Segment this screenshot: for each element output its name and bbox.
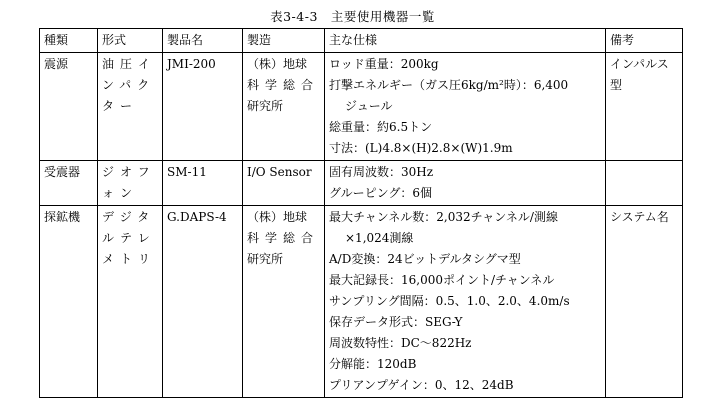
header-notes: 備考 — [606, 29, 683, 53]
maker-line: （株）地球 — [247, 210, 308, 224]
cell-maker — [243, 161, 325, 206]
form-line: ルテレ — [102, 231, 156, 245]
note-line: インパルス — [610, 57, 669, 71]
form-line: メトリ — [102, 252, 157, 266]
maker-line: 研究所 — [247, 252, 284, 266]
table-row — [40, 53, 683, 161]
cell-product: JMI-200 — [163, 53, 243, 161]
header-product: 製品名 — [163, 29, 243, 53]
maker-line: 科学総合 — [247, 231, 320, 245]
table-row — [40, 161, 683, 206]
form-line: デジタ — [102, 210, 156, 224]
maker-line: 科学総合 — [247, 78, 320, 92]
cell-form — [98, 53, 163, 161]
form-line: ォン — [102, 186, 139, 200]
cell-maker — [243, 206, 325, 398]
spec-line: 最大チャンネル数：2,032チャンネル/測線 — [329, 210, 558, 224]
cell-type: 探鉱機 — [40, 206, 98, 398]
spec-line: ロッド重量：200kg — [329, 57, 439, 71]
cell-notes — [606, 206, 683, 398]
cell-notes — [606, 53, 683, 161]
spec-line: ×1,024測線 — [345, 231, 414, 245]
cell-form — [98, 161, 163, 206]
spec-line: A/D変換：24ビットデルタシグマ型 — [329, 252, 521, 266]
cell-product: G.DAPS-4 — [163, 206, 243, 398]
spec-line: 固有周波数：30Hz — [329, 165, 434, 179]
cell-type: 受震器 — [40, 161, 98, 206]
note-line: システム名 — [610, 210, 669, 224]
spec-line: 保存データ形式：SEG-Y — [329, 315, 463, 329]
form-line: ジオフ — [102, 165, 156, 179]
spec-line: ジュール — [345, 99, 393, 113]
table-header-row — [40, 29, 683, 53]
spec-line: 打撃エネルギー（ガス圧6kg/m²時）：6,400 — [329, 78, 569, 92]
cell-form — [98, 206, 163, 398]
spec-line: 総重量：約6.5トン — [329, 120, 433, 134]
spec-line: プリアンプゲイン：0、12、24dB — [329, 378, 514, 392]
table-caption: 表3-4-3 主要使用機器一覧 — [270, 9, 435, 24]
header-type: 種類 — [40, 29, 98, 53]
spec-line: グルーピング：6個 — [329, 186, 433, 200]
maker-line: （株）地球 — [247, 57, 308, 71]
header-maker: 製造 — [243, 29, 325, 53]
note-line: 型 — [610, 78, 623, 92]
form-line: ンパク — [102, 78, 156, 92]
header-form: 形式 — [98, 29, 163, 53]
header-specs: 主な仕様 — [325, 29, 606, 53]
table-row — [40, 206, 683, 398]
maker-line: 研究所 — [247, 99, 284, 113]
cell-type: 震源 — [40, 53, 98, 161]
equipment-table — [39, 28, 683, 398]
form-line: 油圧イ — [102, 57, 157, 71]
cell-notes — [606, 161, 683, 206]
cell-specs — [325, 161, 606, 206]
spec-line: 周波数特性：DC～822Hz — [329, 336, 472, 350]
cell-specs — [325, 53, 606, 161]
maker-line: I/O Sensor — [247, 165, 312, 179]
spec-line: サンプリング間隔：0.5、1.0、2.0、4.0m/s — [329, 294, 570, 308]
cell-specs — [325, 206, 606, 398]
spec-line: 分解能：120dB — [329, 357, 417, 371]
cell-maker — [243, 53, 325, 161]
cell-product: SM-11 — [163, 161, 243, 206]
spec-line: 最大記録長：16,000ポイント/チャンネル — [329, 273, 555, 287]
form-line: ター — [102, 99, 139, 113]
spec-line: 寸法：(L)4.8×(H)2.8×(W)1.9m — [329, 141, 513, 155]
